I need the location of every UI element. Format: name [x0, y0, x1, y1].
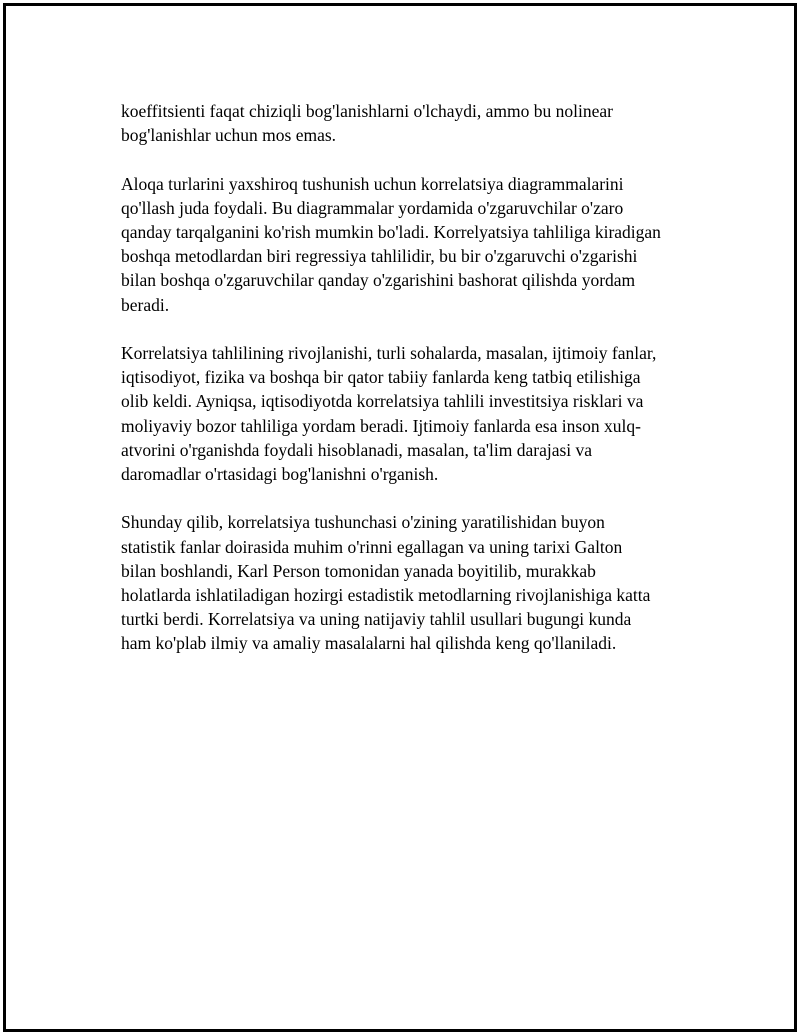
- text-line: bilan boshlandi, Karl Person tomonidan yanada boyitilib, murakkab: [121, 560, 596, 581]
- text-line: Shunday qilib, korrelatsiya tushunchasi o'zining yaratilishidan buyon: [121, 512, 605, 533]
- text-line: Aloqa turlarini yaxshiroq tushunish uchun korrelatsiya diagrammalarini: [121, 173, 624, 194]
- text-line: qo'llash juda foydali. Bu diagrammalar yordamida o'zgaruvchilar o'zaro: [121, 197, 624, 218]
- text-line: holatlarda ishlatiladigan hozirgi estadistik metodlarning rivojlanishiga katta: [121, 585, 651, 606]
- text-line: moliyaviy bozor tahliliga yordam beradi. Ijtimoiy fanlarda esa inson xulq-: [121, 415, 642, 436]
- text-line: beradi.: [121, 294, 170, 315]
- text-line: daromadlar o'rtasidagi bog'lanishni o'rganish.: [121, 464, 439, 485]
- page-frame: [3, 3, 797, 1032]
- paragraph-4: [121, 510, 701, 655]
- text-line: turtki berdi. Korrelatsiya va uning natijaviy tahlil usullari bugungi kunda: [121, 609, 632, 630]
- paragraph-1: [121, 99, 701, 147]
- text-line: ham ko'plab ilmiy va amaliy masalalarni hal qilishda keng qo'llaniladi.: [121, 633, 617, 654]
- paragraph-2: [121, 172, 701, 317]
- document-body: [121, 99, 701, 680]
- text-line: atvorini o'rganishda foydali hisoblanadi, masalan, ta'lim darajasi va: [121, 439, 593, 460]
- text-line: qanday tarqalganini ko'rish mumkin bo'ladi. Korrelyatsiya tahliliga kiradigan: [121, 222, 661, 242]
- text-line: bog'lanishlar uchun mos emas.: [121, 125, 337, 146]
- text-line: boshqa metodlardan biri regressiya tahlilidir, bu bir o'zgaruvchi o'zgarishi: [121, 246, 638, 267]
- text-line: koeffitsienti faqat chiziqli bog'lanishlarni o'lchaydi, ammo bu nolinear: [121, 101, 613, 121]
- text-line: statistik fanlar doirasida muhim o'rinni egallagan va uning tarixi Galton: [121, 536, 623, 557]
- text-line: iqtisodiyot, fizika va boshqa bir qator tabiiy fanlarda keng tatbiq etilishiga: [121, 367, 641, 388]
- text-line: Korrelatsiya tahlilining rivojlanishi, turli sohalarda, masalan, ijtimoiy fanlar,: [121, 343, 657, 363]
- paragraph-3: [121, 341, 701, 486]
- text-line: bilan boshqa o'zgaruvchilar qanday o'zgarishini bashorat qilishda yordam: [121, 270, 636, 291]
- text-line: olib keldi. Ayniqsa, iqtisodiyotda korrelatsiya tahlili investitsiya risklari va: [121, 391, 644, 412]
